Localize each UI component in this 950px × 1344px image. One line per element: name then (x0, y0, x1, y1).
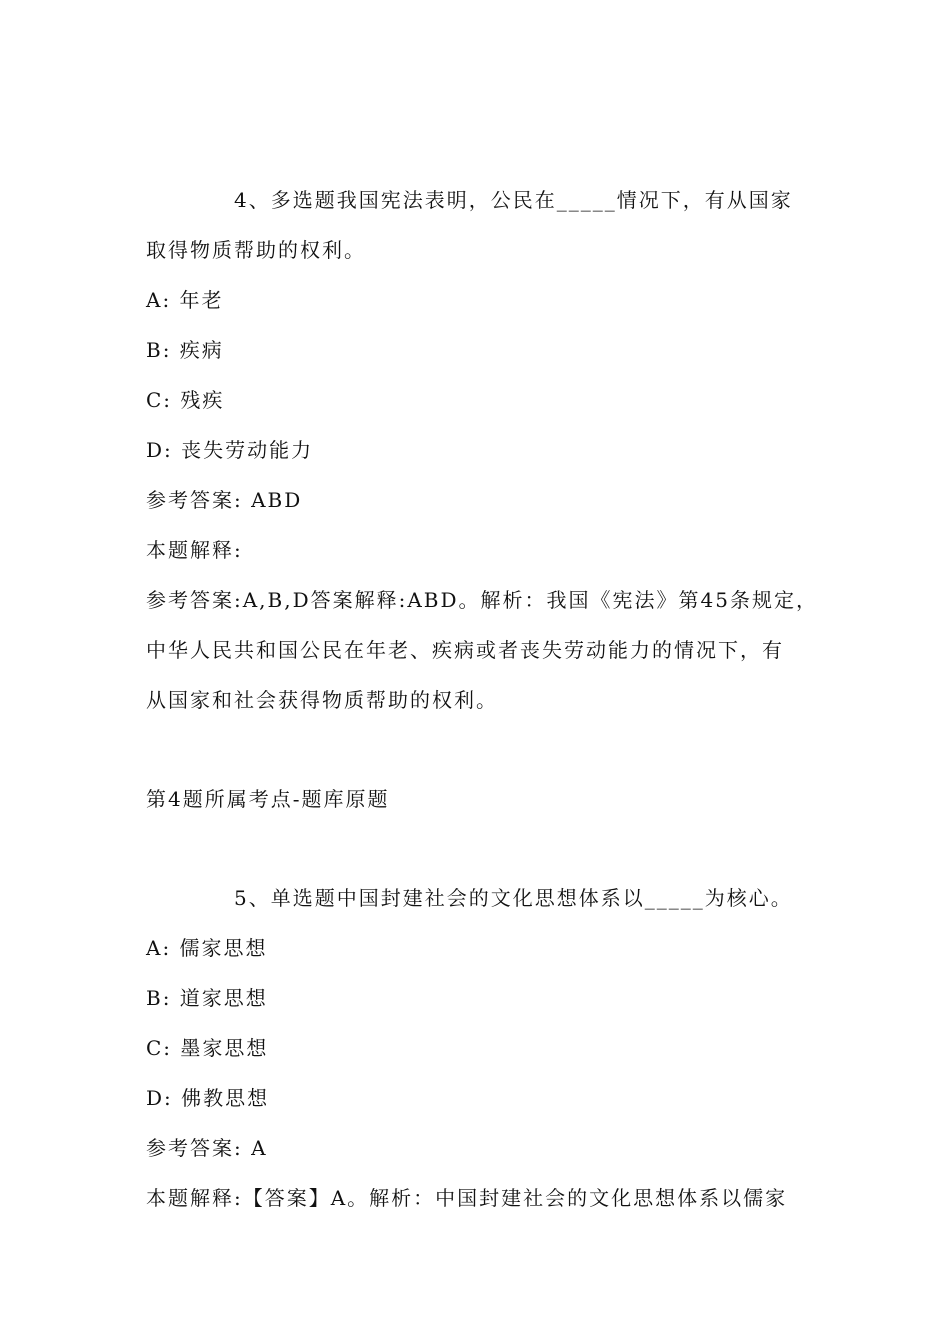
q5-option-b: B: 道家思想 (146, 986, 268, 1010)
q4-explain-line-3: 从国家和社会获得物质帮助的权利。 (146, 688, 498, 712)
q4-stem-line-2: 取得物质帮助的权利。 (146, 238, 366, 262)
q4-explain-label: 本题解释: (146, 538, 243, 562)
q4-topic: 第4题所属考点-题库原题 (146, 787, 390, 811)
q4-explain-line-1: 参考答案:A,B,D答案解释:ABD。解析：我国《宪法》第45条规定， (146, 588, 818, 612)
q4-explain-line-2: 中华人民共和国公民在年老、疾病或者丧失劳动能力的情况下，有 (146, 638, 784, 662)
q4-option-c: C: 残疾 (146, 388, 225, 412)
q5-explain: 本题解释:【答案】A。解析：中国封建社会的文化思想体系以儒家 (146, 1186, 788, 1210)
q4-option-d: D: 丧失劳动能力 (146, 438, 314, 462)
q5-option-c: C: 墨家思想 (146, 1036, 269, 1060)
q4-stem-line-1: 4、多选题我国宪法表明，公民在_____情况下，有从国家 (234, 188, 793, 212)
q5-option-a: A: 儒家思想 (146, 936, 268, 960)
q5-answer: 参考答案: A (146, 1136, 268, 1160)
q4-option-b: B: 疾病 (146, 338, 224, 362)
q4-option-a: A: 年老 (146, 288, 224, 312)
q5-option-d: D: 佛教思想 (146, 1086, 270, 1110)
q5-stem: 5、单选题中国封建社会的文化思想体系以_____为核心。 (234, 886, 793, 910)
q4-answer: 参考答案: ABD (146, 488, 303, 512)
